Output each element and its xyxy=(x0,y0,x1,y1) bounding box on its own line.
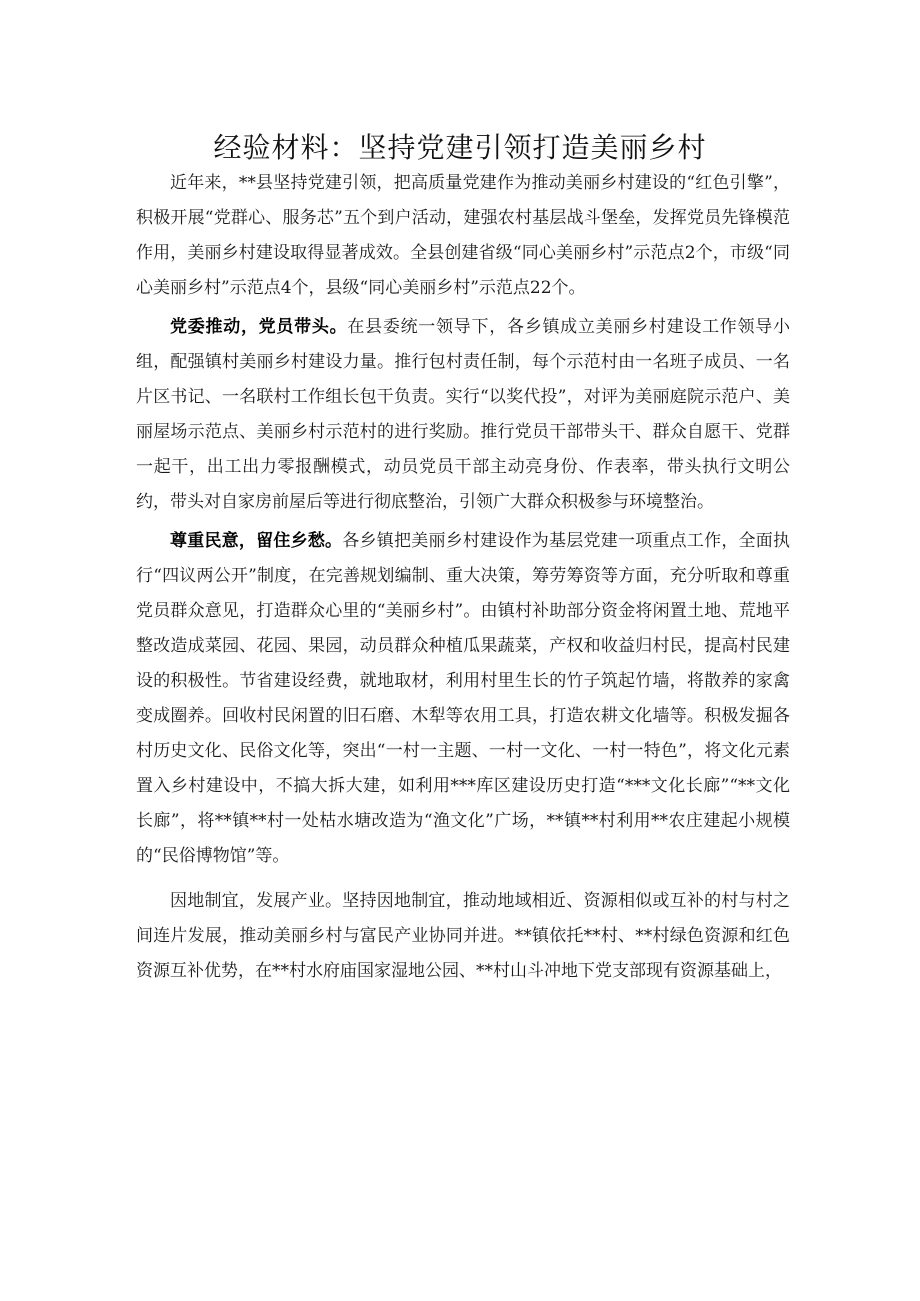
paragraph-local-industry xyxy=(136,884,790,989)
paragraph-party-leadership xyxy=(136,310,790,520)
paragraph-party-leadership-text: 在县委统一领导下，各乡镇成立美丽乡村建设工作领导小组，配强镇村美丽乡村建设力量。推行包村责任制，每个示范村由一名班子成员、一名片区书记、一名联村工作组长包干负责。实行“以奖代投”，对评为美丽庭院示范户、美丽屋场示范点、美丽乡村示范村的进行奖励。推行党员干部带头干、群众自愿干、党群一起干，出工出力零报酬模式，动员党员干部主动亮身份、作表率，带头执行文明公约，带头对自家房前屋后等进行彻底整治，引领广大群众积极参与环境整治。 xyxy=(136,317,791,512)
paragraph-intro-text: 近年来，**县坚持党建引领，把高质量党建作为推动美丽乡村建设的“红色引擎”，积极开展“党群心、服务芯”五个到户活动，建强农村基层战斗堡垒，发挥党员先锋模范作用，美丽乡村建设取得显著成效。全县创建省级“同心美丽乡村”示范点2个，市级“同心美丽乡村”示范点4个，县级“同心美丽乡村”示范点22个。 xyxy=(136,173,790,298)
paragraph-local-industry-text: 因地制宜，发展产业。坚持因地制宜，推动地域相近、资源相似或互补的村与村之间连片发展，推动美丽乡村与富民产业协同并进。**镇依托**村、**村绿色资源和红色资源互补优势，在**村水府庙国家湿地公园、**村山斗冲地下党支部现有资源基础上， xyxy=(136,891,790,981)
paragraph-respect-public-opinion-text: 各乡镇把美丽乡村建设作为基层党建一项重点工作，全面执行“四议两公开”制度，在完善规划编制、重大决策，筹劳筹资等方面，充分听取和尊重党员群众意见，打造群众心里的“美丽乡村”。由镇村补助部分资金将闲置土地、荒地平整改造成菜园、花园、果园，动员群众种植瓜果蔬菜，产权和收益归村民，提高村民建设的积极性。节省建设经费，就地取材，利用村里生长的竹子筑起竹墙，将散养的家禽变成圈养。回收村民闲置的旧石磨、木犁等农用工具，打造农耕文化墙等。积极发掘各村历史文化、民俗文化等，突出“一村一主题、一村一文化、一村一特色”，将文化元素置入乡村建设中，不搞大拆大建，如利用***库区建设历史打造“***文化长廊”“**文化长廊”，将**镇**村一处枯水塘改造为“渔文化”广场，**镇**村利用**农庄建起小规模的“民俗博物馆”等。 xyxy=(136,531,791,866)
paragraph-respect-public-opinion-heading: 尊重民意，留住乡愁。 xyxy=(170,531,343,551)
document-body xyxy=(136,166,790,989)
document-title: 经验材料：坚持党建引领打造美丽乡村 xyxy=(213,131,707,164)
paragraph-respect-public-opinion xyxy=(136,524,790,874)
paragraph-party-leadership-heading: 党委推动，党员带头。 xyxy=(170,317,348,337)
paragraph-intro xyxy=(136,166,790,306)
